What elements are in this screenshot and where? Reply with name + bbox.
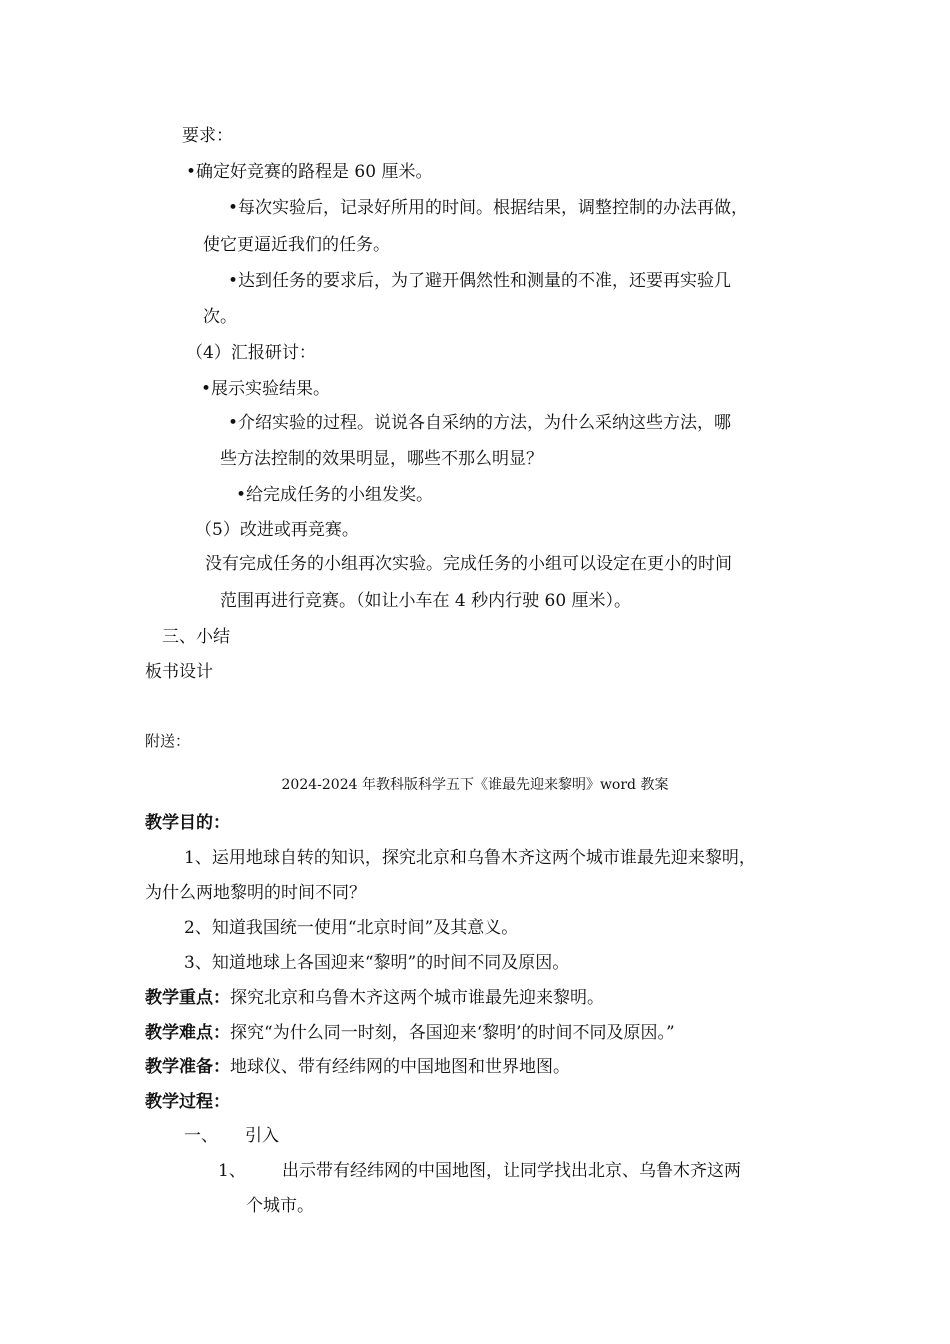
requirement-bullet-continued: 次。 bbox=[203, 307, 237, 327]
section-title: 引入 bbox=[245, 1126, 279, 1146]
objective-item: 1、运用地球自转的知识，探究北京和乌鲁木齐这两个城市谁最先迎来黎明， bbox=[184, 848, 756, 868]
step-bullet: •给完成任务的小组发奖。 bbox=[236, 485, 434, 505]
requirement-bullet: •每次实验后，记录好所用的时间。根据结果，调整控制的办法再做， bbox=[228, 198, 749, 218]
requirements-label: 要求： bbox=[182, 126, 233, 146]
process-item-number: 1、 bbox=[218, 1161, 246, 1181]
step-heading: （4）汇报研讨： bbox=[186, 343, 316, 363]
step-bullet: •介绍实验的过程。说说各自采纳的方法，为什么采纳这些方法，哪 bbox=[228, 413, 732, 433]
step-paragraph: 没有完成任务的小组再次实验。完成任务的小组可以设定在更小的时间 bbox=[205, 554, 732, 574]
requirement-bullet: •达到任务的要求后，为了避开偶然性和测量的不准，还要再实验几 bbox=[228, 271, 732, 291]
step-bullet: •展示实验结果。 bbox=[201, 379, 331, 399]
board-design-heading: 板书设计 bbox=[145, 662, 213, 682]
key-point-text: 探究北京和乌鲁木齐这两个城市谁最先迎来黎明。 bbox=[230, 988, 604, 1008]
objective-item: 2、知道我国统一使用“北京时间”及其意义。 bbox=[184, 918, 519, 938]
step-heading: （5）改进或再竞赛。 bbox=[195, 520, 359, 540]
objectives-label: 教学目的： bbox=[145, 813, 230, 833]
section-number: 一、 bbox=[184, 1126, 218, 1146]
difficulty-text: 探究“为什么同一时刻，各国迎来‘黎明’的时间不同及原因。” bbox=[230, 1023, 675, 1043]
process-label: 教学过程： bbox=[145, 1092, 230, 1112]
step-bullet-continued: 些方法控制的效果明显，哪些不那么明显？ bbox=[220, 449, 543, 469]
preparation-line bbox=[145, 1055, 570, 1079]
key-point-label: 教学重点： bbox=[145, 988, 230, 1008]
objective-item-continued: 为什么两地黎明的时间不同？ bbox=[145, 883, 366, 903]
summary-heading: 三、小结 bbox=[162, 627, 230, 647]
difficulty-line bbox=[145, 1021, 675, 1045]
objective-item: 3、知道地球上各国迎来“黎明”的时间不同及原因。 bbox=[184, 953, 570, 973]
difficulty-label: 教学难点： bbox=[145, 1023, 230, 1043]
key-point-line bbox=[145, 986, 604, 1010]
requirement-bullet: •确定好竞赛的路程是 60 厘米。 bbox=[186, 162, 433, 182]
step-paragraph-continued: 范围再进行竞赛。（如让小车在 4 秒内行驶 60 厘米）。 bbox=[220, 591, 632, 611]
document-title: 2024-2024 年教科版科学五下《谁最先迎来黎明》word 教案 bbox=[281, 777, 669, 793]
preparation-text: 地球仪、带有经纬网的中国地图和世界地图。 bbox=[230, 1057, 570, 1077]
requirement-bullet-continued: 使它更逼近我们的任务。 bbox=[203, 235, 390, 255]
appendix-label: 附送： bbox=[145, 732, 191, 750]
preparation-label: 教学准备： bbox=[145, 1057, 230, 1077]
process-item-text-continued: 个城市。 bbox=[246, 1196, 314, 1216]
process-item-text: 出示带有经纬网的中国地图，让同学找出北京、乌鲁木齐这两 bbox=[282, 1161, 741, 1181]
